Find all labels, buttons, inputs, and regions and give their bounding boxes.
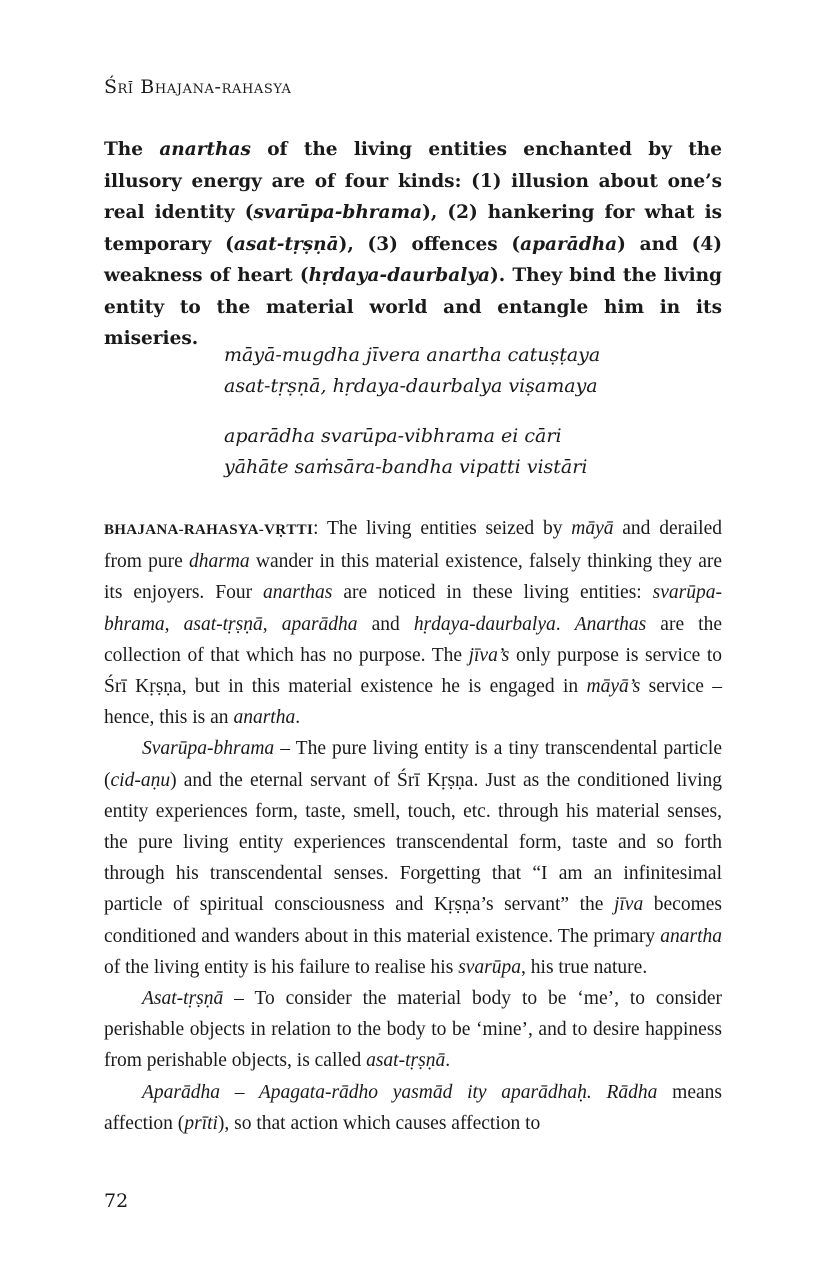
text: means affection ( <box>104 1081 722 1134</box>
running-header-initial: Ś <box>104 76 118 98</box>
term: māyā <box>571 518 614 539</box>
term: asat-tṛṣṇā <box>183 613 263 635</box>
term: Anarthas <box>574 613 647 635</box>
summary-text: ) and (4) weakness of heart ( <box>104 233 723 286</box>
text: only purpose is service to Śrī Kṛṣṇa, but in this material existence he is engaged in <box>104 644 722 698</box>
summary-term: aparādha <box>520 233 618 255</box>
commentary <box>104 513 722 1139</box>
text: – The pure living entity is a tiny transcendental particle ( <box>104 738 722 791</box>
text: service – hence, this is an <box>104 676 722 729</box>
summary-text: of the living entities enchanted by the illusory energy are of four kinds: (1) illusion about one’s real identity ( <box>104 139 722 223</box>
text: are the collection of that which has no purpose. The <box>104 613 722 666</box>
text: . <box>555 613 575 635</box>
term: hṛdaya-daurbalya <box>413 613 556 635</box>
term: jīva <box>613 894 644 916</box>
verse-couplet-1 <box>224 340 704 402</box>
page-number: 72 <box>104 1190 129 1212</box>
summary-term: svarūpa-bhrama <box>253 202 423 223</box>
summary-text: ), (3) offences ( <box>338 233 521 255</box>
term: cid-aṇu <box>110 769 171 791</box>
text: ), so that action which causes affection to <box>217 1112 541 1134</box>
term: asat-tṛṣṇā <box>366 1050 446 1072</box>
text: ) and the eternal servant of Śrī Kṛṣṇa. Just as the conditioned living entity experiences form, taste, smell, touch, etc. through his material senses, the pure living entity experiences transcendental form, taste and so forth through his transcendental senses. Forgetting that “I am an infinitesimal particle of spiritual consciousness and Kṛṣṇa’s servant” the <box>104 769 722 916</box>
term: anarthas <box>263 582 333 604</box>
commentary-label: BHAJANA-RAHASYA-VṚTTI <box>104 522 314 538</box>
commentary-paragraph <box>104 733 722 983</box>
running-header <box>104 76 292 98</box>
text: , <box>262 613 282 635</box>
text: are noticed in these living entities: <box>332 582 653 604</box>
text: . <box>295 707 301 729</box>
text: becomes conditioned and wanders about in this material existence. The primary <box>104 894 722 947</box>
summary-term: anarthas <box>159 139 251 160</box>
commentary-paragraph <box>104 983 722 1077</box>
text: : The living entities seized by <box>313 518 572 539</box>
running-header-title: rī Bhajana-rahasya <box>117 76 292 98</box>
verse-line: yāhāte saṁsāra-bandha vipatti vistāri <box>224 456 588 478</box>
commentary-paragraph <box>104 513 722 733</box>
verse-line: asat-tṛṣṇā, hṛdaya-daurbalya viṣamaya <box>224 375 598 397</box>
summary-text: ). They bind the living entity to the material world and entangle him in its miseries. <box>104 265 722 349</box>
summary-text: The <box>104 139 160 160</box>
term: anartha <box>233 707 296 729</box>
term: svarūpa <box>458 956 522 978</box>
term: anartha <box>660 925 722 947</box>
text: wander in this material existence, falsely thinking they are its enjoyers. Four <box>104 551 722 604</box>
summary-term: asat-tṛṣṇā <box>233 233 339 255</box>
term: Svarūpa-bhrama <box>142 738 275 760</box>
summary-term: hṛdaya-daurbalya <box>308 265 490 286</box>
text: and derailed from pure <box>104 518 722 573</box>
commentary-paragraph <box>104 1077 722 1139</box>
verse-line: aparādha svarūpa-vibhrama ei cāri <box>224 425 562 447</box>
text: , <box>164 613 184 635</box>
term: Asat-tṛṣṇā <box>142 988 224 1010</box>
term: Aparādha – Apagata-rādho yasmād ity aparādhaḥ. Rādha <box>142 1081 658 1103</box>
verse-line: māyā-mugdha jīvera anartha catuṣṭaya <box>224 344 601 366</box>
verse-summary <box>104 134 722 355</box>
term: prīti <box>184 1112 218 1134</box>
text: of the living entity is his failure to realise his <box>104 956 459 978</box>
term: aparādha <box>281 613 358 635</box>
text: . <box>445 1050 451 1072</box>
text: and <box>357 613 414 635</box>
term: jīva’s <box>468 644 510 666</box>
term: svarūpa-bhrama <box>104 582 722 635</box>
term: dharma <box>189 551 250 573</box>
term: māyā’s <box>586 676 641 698</box>
text: , his true nature. <box>521 956 648 978</box>
summary-text: ), (2) hankering for what is temporary ( <box>104 202 723 255</box>
text: – To consider the material body to be ‘me’, to consider perishable objects in relation to the body to be ‘mine’, and to desire happiness from perishable objects, is called <box>104 988 722 1072</box>
verse-couplet-2 <box>224 421 704 483</box>
